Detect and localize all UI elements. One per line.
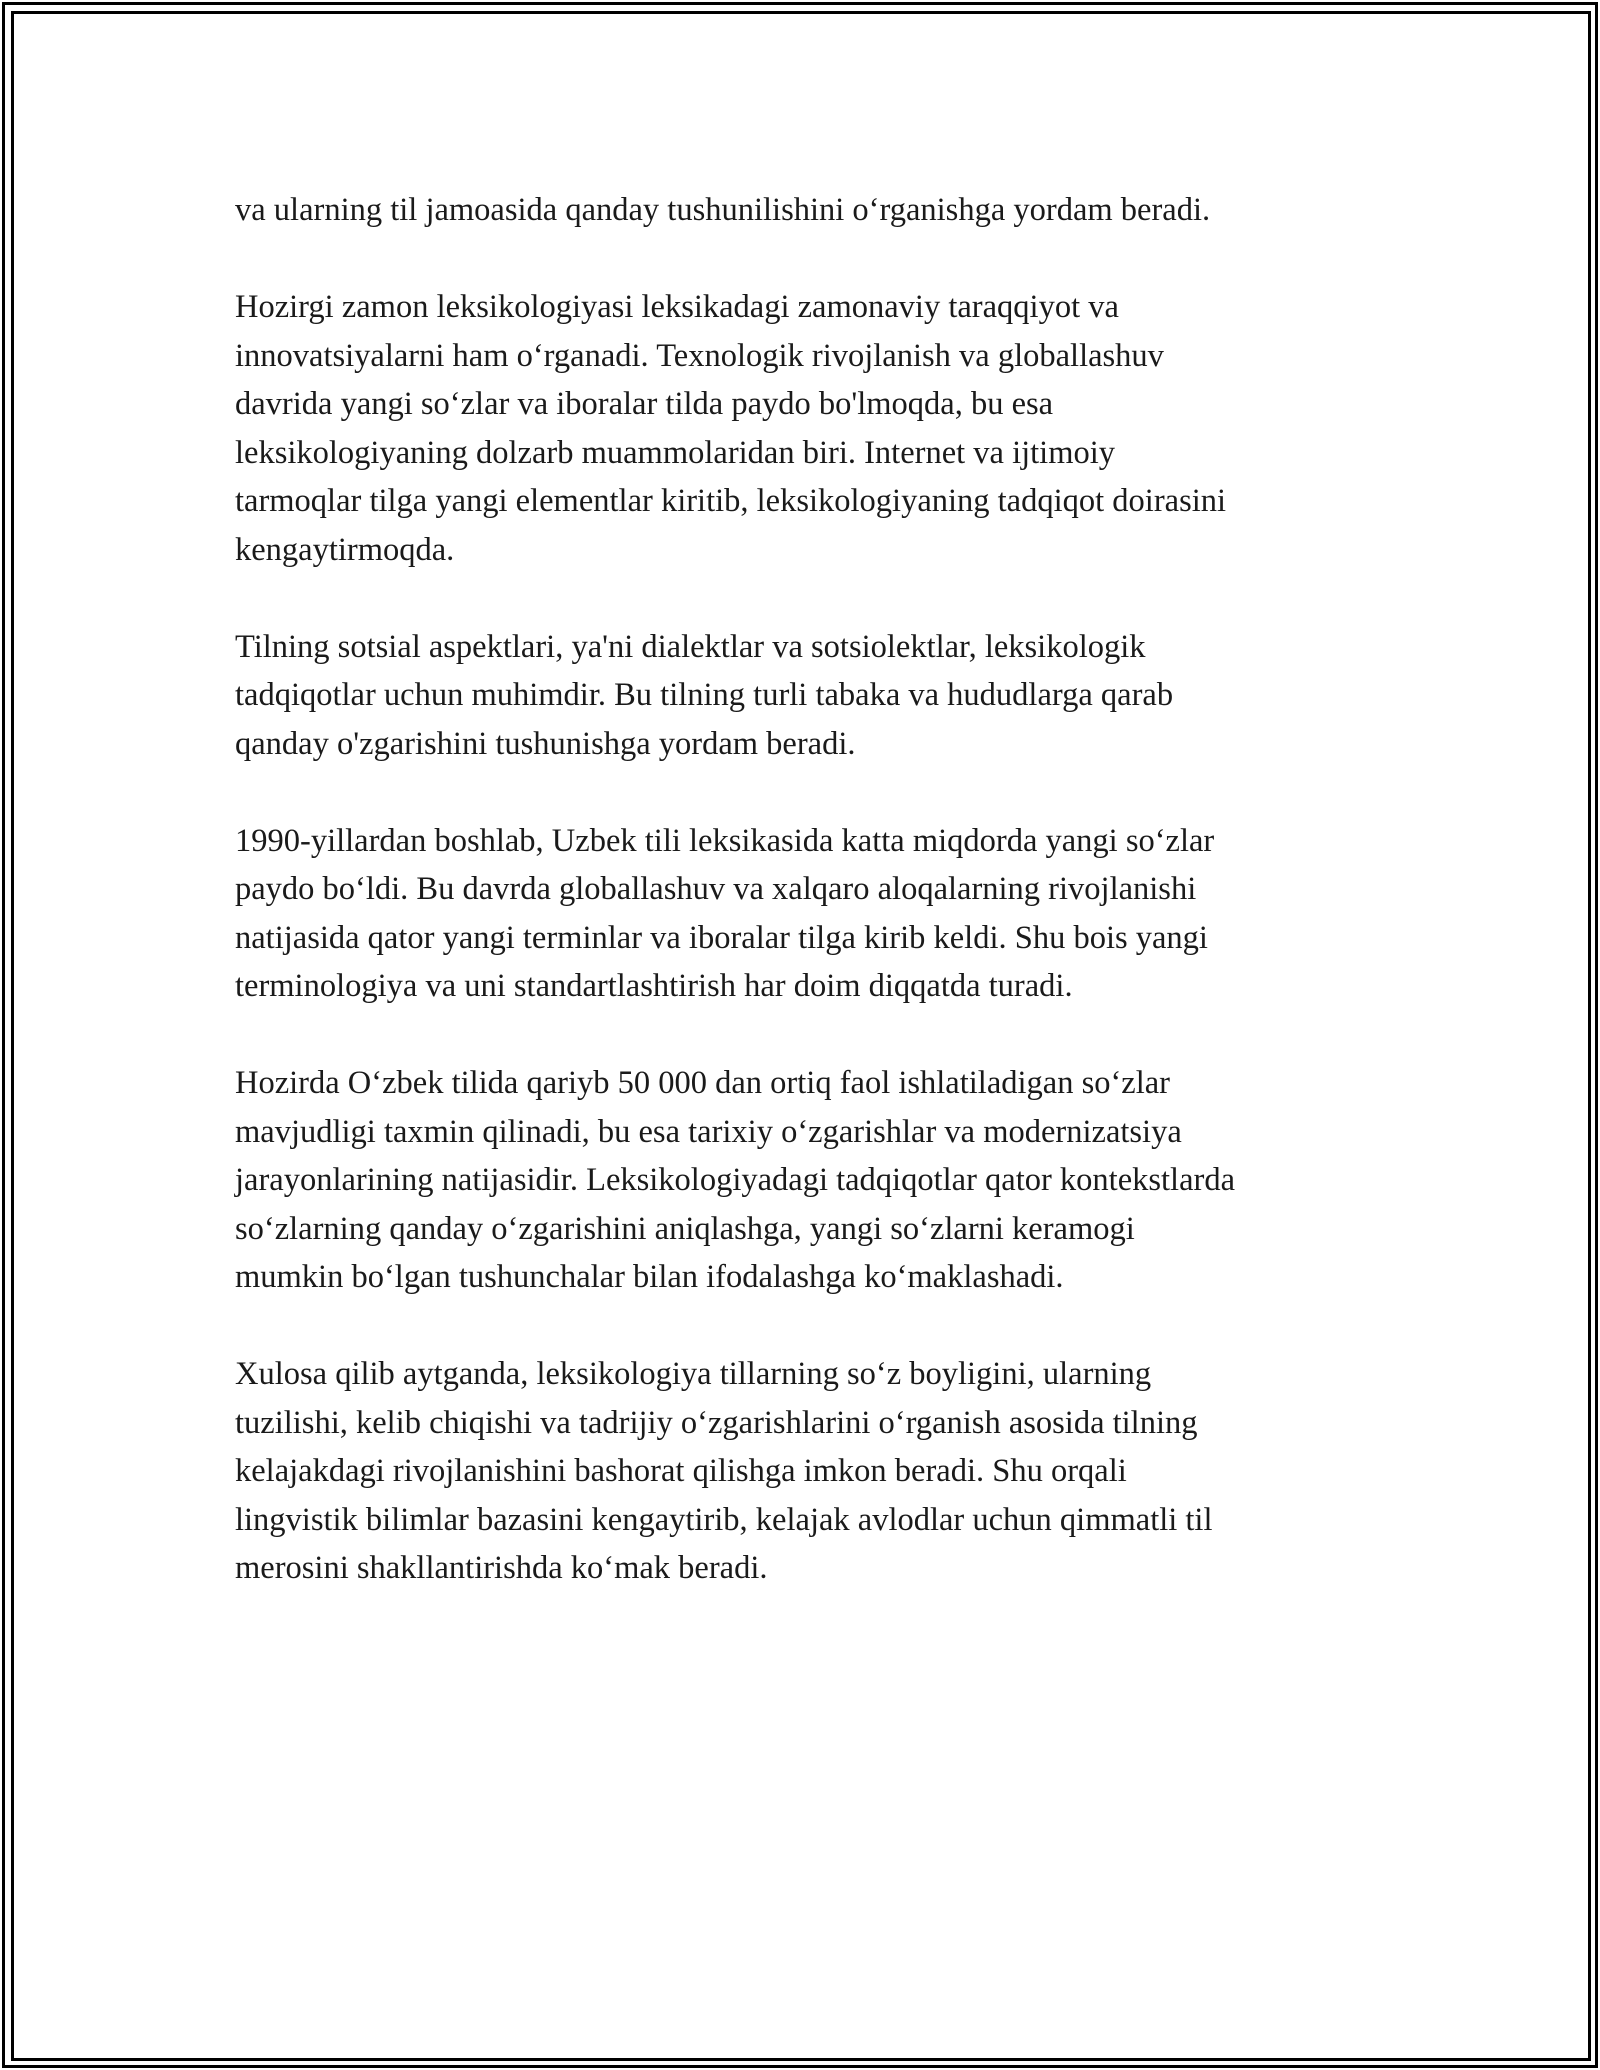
paragraph-6: Xulosa qilib aytganda, leksikologiya tillarning soʻz boyligini, ularning tuzilishi, kelib chiqishi va tadrijiy oʻzgarishlarini oʻrganish asosida tilning kelajakdagi rivojlanishini bashorat qilishga imkon beradi. Shu orqali lingvistik bilimlar bazasini kengaytirib, kelajak avlodlar uchun qimmatli til merosini shakllantirishda koʻmak beradi. [235,1356,1213,1586]
paragraph-2: Hozirgi zamon leksikologiyasi leksikadagi zamonaviy taraqqiyot va innovatsiyalarni ham oʻrganadi. Texnologik rivojlanish va globallashuv davrida yangi soʻzlar va iboralar tilda paydo bo'lmoqda, bu esa leksikologiyaning dolzarb muammolaridan biri. Internet va ijtimoiy tarmoqlar tilga yangi elementlar kiritib, leksikologiyaning tadqiqot doirasini kengaytirmoqda. [235,289,1227,568]
document-body [235,186,1375,1641]
paragraph-4: 1990-yillardan boshlab, Uzbek tili leksikasida katta miqdorda yangi soʻzlar paydo boʻldi. Bu davrda globallashuv va xalqaro aloqalarning rivojlanishi natijasida qator yangi terminlar va iboralar tilga kirib keldi. Shu bois yangi terminologiya va uni standartlashtirish har doim diqqatda turadi. [235,822,1215,1004]
paragraph-5: Hozirda Oʻzbek tilida qariyb 50 000 dan ortiq faol ishlatiladigan soʻzlar mavjudligi taxmin qilinadi, bu esa tarixiy oʻzgarishlar va modernizatsiya jarayonlarining natijasidir. Leksikologiyadagi tadqiqotlar qator kontekstlarda soʻzlarning qanday oʻzgarishini aniqlashga, yangi soʻzlarni keramogi mumkin boʻlgan tushunchalar bilan ifodalashga koʻmaklashadi. [235,1065,1236,1295]
paragraph-3: Tilning sotsial aspektlari, ya'ni dialektlar va sotsiolektlar, leksikologik tadqiqotlar uchun muhimdir. Bu tilning turli tabaka va hududlarga qarab qanday o'zgarishini tushunishga yordam beradi. [235,628,1174,762]
paragraph-1: va ularning til jamoasida qanday tushunilishini oʻrganishga yordam beradi. [235,192,1211,228]
